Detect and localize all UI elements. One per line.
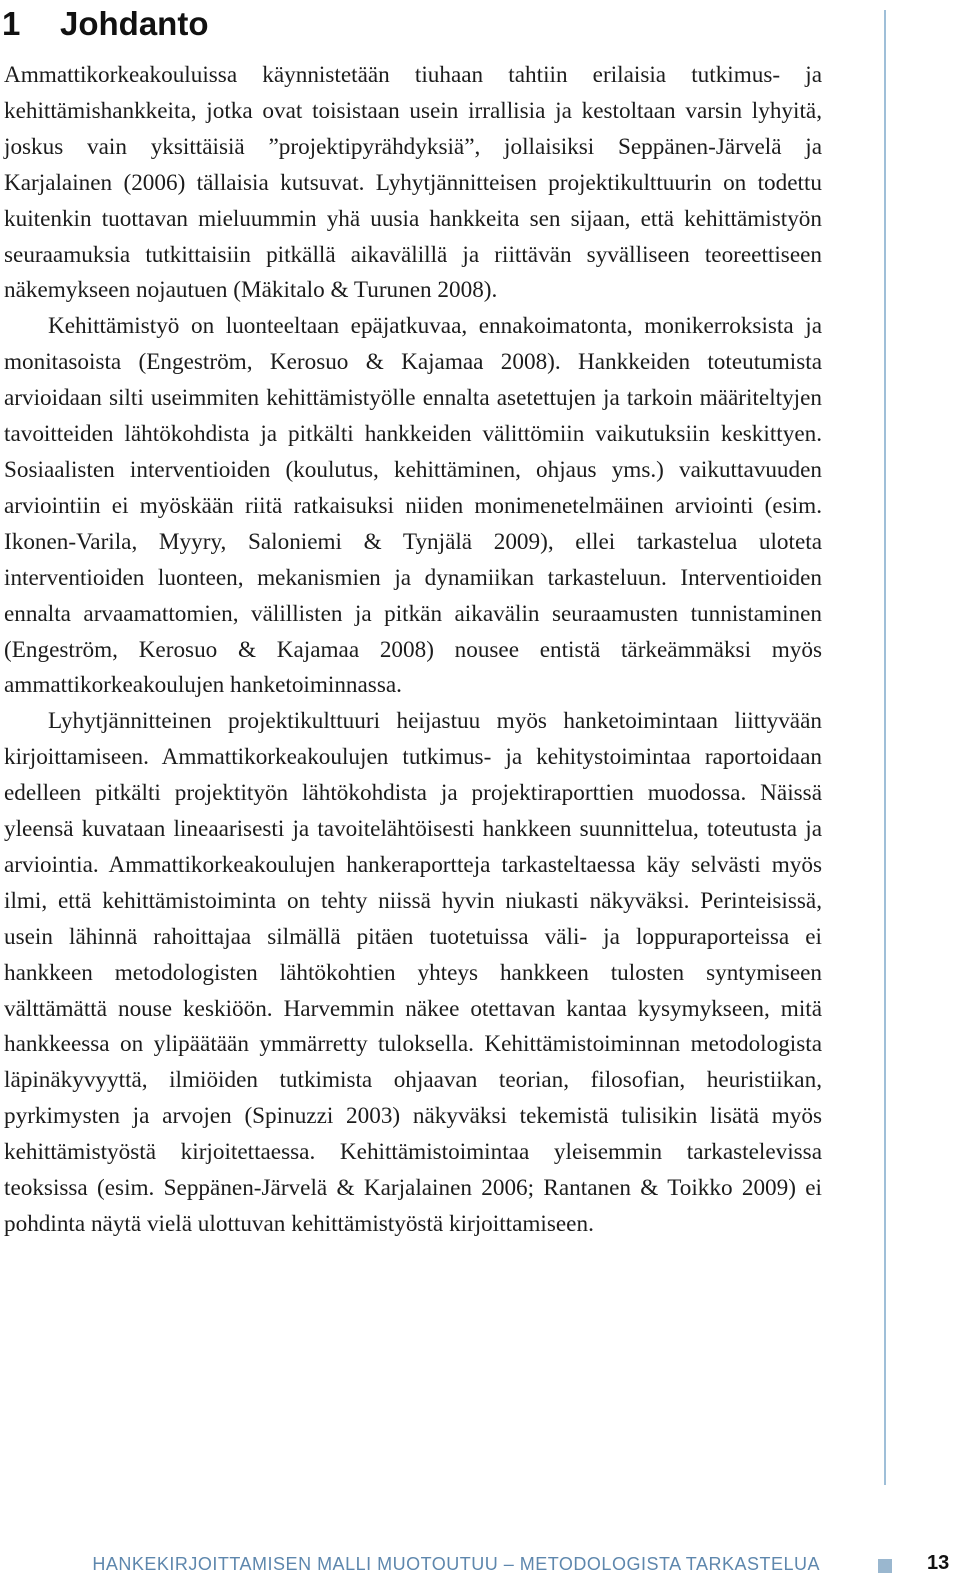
chapter-heading: [2, 2, 208, 46]
body-text: [4, 58, 822, 1243]
paragraph-3: Lyhytjännitteinen projektikulttuuri heijastuu myös hanketoimintaan liittyvään kirjoittamiseen. Ammattikorkeakoulujen tutkimus- ja kehitystoimintaa raportoidaan edelleen pitkälti projektityön lähtökohdista ja projektiraporttien muodossa. Näissä yleensä kuvataan lineaarisesti ja tavoitelähtöisesti hankkeen suunnittelua, toteutusta ja arviointia. Ammattikorkeakoulujen hankeraportteja tarkasteltaessa käy selvästi myös ilmi, että kehittämistoiminta on tehty niissä hyvin niukasti näkyväksi. Perinteisissä, usein lähinnä rahoittajaa silmällä pitäen tuotetuissa väli- ja loppuraporteissa ei hankkeen metodologisten lähtökohtien yhteys hankkeen tulosten syntymiseen välttämättä nouse keskiöön. Harvemmin näkee otettavan kantaa kysymykseen, mitä hankkeessa on ylipäätään ymmärretty tuloksella. Kehittämistoiminnan metodologista läpinäkyvyyttä, ilmiöiden tutkimista ohjaavan teorian, filosofian, heuristiikan, pyrkimysten ja arvojen (Spinuzzi 2003) näkyväksi tekemistä tulisikin lisätä myös kehittämistyöstä kirjoitettaessa. Kehittämistoimintaa yleisemmin tarkastelevissa teoksissa (esim. Seppänen-Järvelä & Karjalainen 2006; Rantanen & Toikko 2009) ei pohdinta näytä vielä ulottuvan kehittämistyöstä kirjoittamiseen.: [4, 708, 822, 1237]
paragraph-1: Ammattikorkeakouluissa käynnistetään tiuhaan tahtiin erilaisia tutkimus- ja kehittämishankkeita, jotka ovat toisistaan usein irrallisia ja kestoltaan varsin lyhyitä, joskus vain yksittäisiä ”projektipyrähdyksiä”, jollaisiksi Seppänen-Järvelä ja Karjalainen (2006) tällaisia kutsuvat. Lyhytjännitteisen projektikulttuurin on todettu kuitenkin tuottavan mieluummin yhä uusia hankkeita sen sijaan, että kehittämistyön seuraamuksia tutkittaisiin pitkällä aikavälillä ja riittävän syvälliseen teoreettiseen näkemykseen nojautuen (Mäkitalo & Turunen 2008).: [4, 62, 822, 304]
paragraph-2: Kehittämistyö on luonteeltaan epäjatkuvaa, ennakoimatonta, monikerroksista ja monitasoista (Engeström, Kerosuo & Kajamaa 2008). Hankkeiden toteutumista arvioidaan silti useimmiten kehittämistyölle ennalta asetettujen ja tarkoin määriteltyjen tavoitteiden lähtökohdista ja pitkälti hankkeiden välittömiin vaikutuksiin keskittyen. Sosiaalisten interventioiden (koulutus, kehittäminen, ohjaus yms.) vaikuttavuuden arviointiin ei myöskään riitä ratkaisuksi niiden monimenetelmäinen arviointi (esim. Ikonen-Varila, Myyry, Saloniemi & Tynjälä 2009), ellei tarkastelua uloteta interventioiden luonteen, mekanismien ja dynamiikan tarkasteluun. Interventioiden ennalta arvaamattomien, välillisten ja pitkän aikavälin seuraamusten tunnistaminen (Engeström, Kerosuo & Kajamaa 2008) nousee entistä tärkeämmäksi myös ammattikorkeakoulujen hanketoiminnassa.: [4, 313, 822, 699]
page-number: 13: [927, 1552, 950, 1574]
square-icon: [878, 1559, 892, 1573]
page-footer: [0, 1552, 960, 1582]
margin-rule: [884, 10, 886, 1485]
chapter-title: Johdanto: [60, 5, 209, 42]
chapter-number: 1: [2, 5, 21, 42]
running-title: HANKEKIRJOITTAMISEN MALLI MUOTOUTUU – METODOLOGISTA TARKASTELUA: [92, 1554, 820, 1574]
